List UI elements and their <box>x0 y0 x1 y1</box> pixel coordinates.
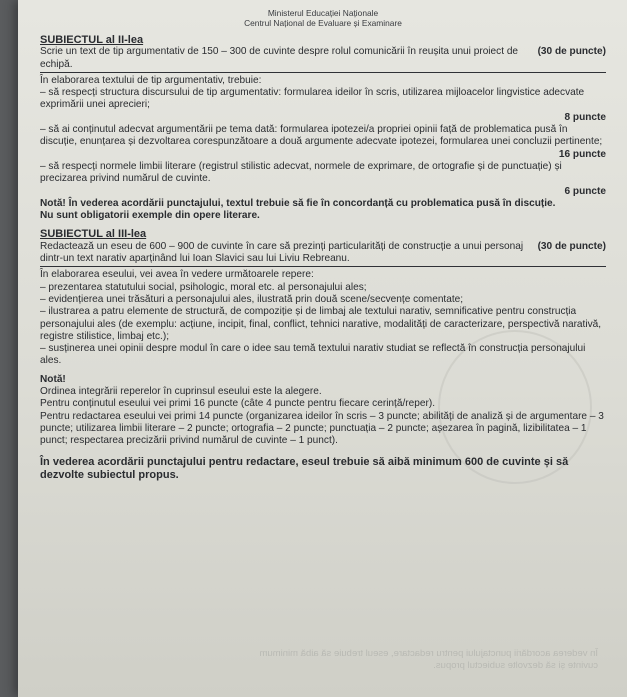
subject3-requirement-row <box>40 241 606 266</box>
ministry-header: Ministerul Educației Naționale <box>267 8 379 18</box>
subject2-title: SUBIECTUL al II-lea <box>40 34 144 46</box>
nota-line: Pentru redactarea eseului vei primi 14 puncte (organizarea ideilor în scris – 3 puncte; abilități de analiză și de argumentare – 3 puncte; utilizarea limbii literare – 2 puncte; ortografia – 2 puncte; punctuația – 2 puncte; așezarea în pagină, lizibilitatea – 1 punct; respectarea precizării privind numărul de cuvinte – 1 punct). <box>40 410 604 447</box>
subject2-requirement: Scrie un text de tip argumentativ de 150 – 300 de cuvinte despre rolul comunicării în reușita unui proiect de echipă. <box>40 46 519 70</box>
subject3-item: – ilustrarea a patru elemente de structură, de compoziție și de limbaj ale textului narativ, semnificative pentru construcția personajului ales (de exemplu: acțiune, incipit, final, conflict, tehnici narative, modalități de caracterizare, perspectivă narativă, registre stilistice, limbaj etc.); <box>40 306 602 342</box>
final-requirement: În vederea acordării punctajului pentru redactare, eseul trebuie să aibă minimum 600 de cuvinte și să dezvolte subiectul propus. <box>40 455 569 481</box>
subject3-intro: În elaborarea eseului, vei avea în vedere următoarele repere: <box>40 269 314 281</box>
subject2-item-points: 16 puncte <box>558 148 606 160</box>
subject3-points: (30 de puncte) <box>537 240 606 252</box>
subject3-title: SUBIECTUL al III-lea <box>40 228 147 241</box>
document-content <box>40 8 606 482</box>
nota-line: Pentru conținutul eseului vei primi 16 puncte (câte 4 puncte pentru fiecare cerință/reper). <box>40 398 435 410</box>
center-header: Centrul Național de Evaluare și Examinare <box>244 18 402 28</box>
subject2-item-points: 8 puncte <box>564 111 606 123</box>
subject3-item: – susținerea unei opinii despre modul în care o idee sau temă textului narativ studiat se reflectă în construcția personajului ales. <box>40 343 586 367</box>
subject3-requirement: Redactează un eseu de 600 – 900 de cuvinte în care să prezinți particularități de construcție a unui personaj dintr-un text narativ aparținând lui Ioan Slavici sau lui Liviu Rebreanu. <box>40 240 524 265</box>
subject3-item: – prezentarea statutului social, psihologic, moral etc. al personajului ales; <box>40 281 367 293</box>
subject3-divider <box>40 266 606 267</box>
subject2-points: (30 de puncte) <box>537 46 606 58</box>
subject2-item: – să ai conținutul adecvat argumentării pe tema dată: formularea ipotezei/a propriei opinii față de problematica pusă în discuție, enunțarea și dezvoltarea corespunzătoare a două argumente adecvate ipotezei, formularea unei concluzii pertinente; <box>40 124 603 148</box>
nota-title: Notă! <box>40 373 66 385</box>
bleed-through-text: În vederea acordării punctajului pentru redactare, eseul trebuie să aibă minimum cuvinte și să dezvolte subiectul propus. <box>259 648 598 671</box>
subject2-note: Notă! În vederea acordării punctajului, textul trebuie să fie în concordanță cu problematica pusă în discuție. <box>40 197 556 209</box>
subject2-divider <box>40 72 606 73</box>
subject3-item: – evidențierea unei trăsături a personajului ales, ilustrată prin două scene/secvențe comentate; <box>40 293 464 305</box>
subject2-item-points: 6 puncte <box>564 185 606 197</box>
subject2-note: Nu sunt obligatorii exemple din opere literare. <box>40 210 260 222</box>
subject2-item: – să respecți normele limbii literare (registrul stilistic adecvat, normele de exprimare, de ortografie și de punctuație) și precizarea privind numărul de cuvinte. <box>40 160 562 185</box>
subject2-item: – să respecți structura discursului de tip argumentativ: formularea ideilor în scris, utilizarea mijloacelor lingvistice adecvate exprimării unei aprecieri; <box>40 87 585 111</box>
nota-line: Ordinea integrării reperelor în cuprinsul eseului este la alegere. <box>40 386 322 398</box>
subject2-requirement-row <box>40 46 606 71</box>
subject2-intro: În elaborarea textului de tip argumentativ, trebuie: <box>40 74 262 86</box>
exam-page <box>18 0 627 697</box>
